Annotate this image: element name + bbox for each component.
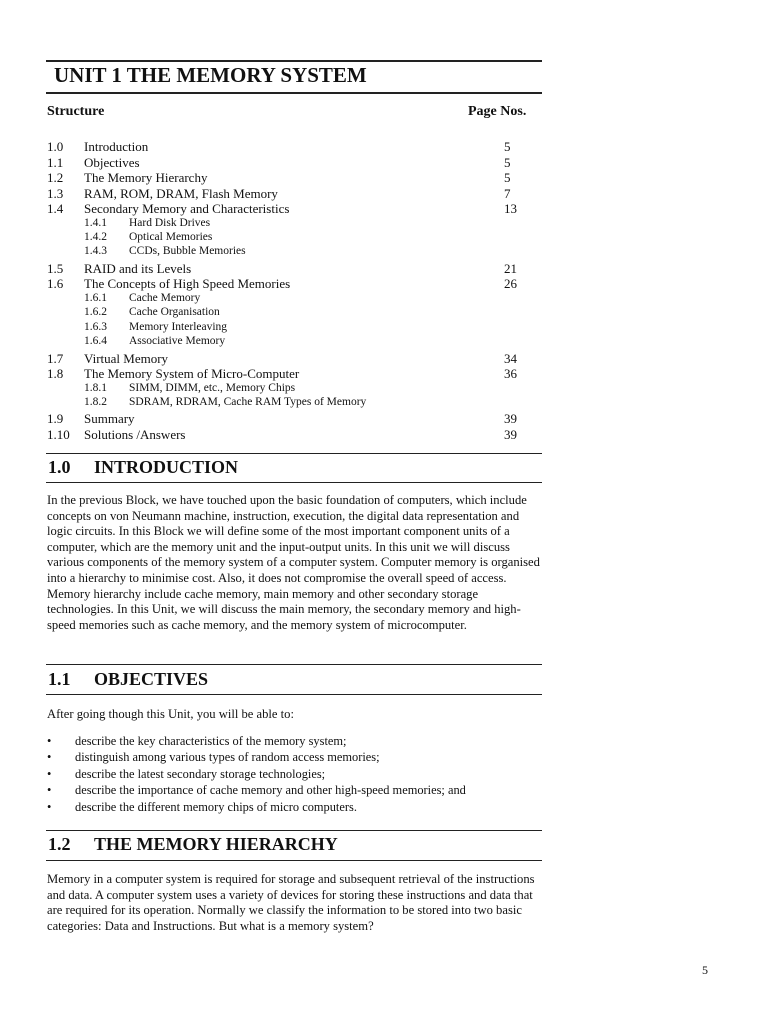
- toc-entry-page: 26: [504, 276, 517, 292]
- toc-entry-title: Cache Organisation: [129, 306, 220, 319]
- section-title: THE MEMORY HIERARCHY: [94, 834, 338, 854]
- toc-entry-page: 13: [504, 201, 517, 216]
- section-number: 1.0: [48, 457, 71, 477]
- toc-entry-title: The Memory Hierarchy: [84, 170, 208, 185]
- toc-entry-number: 1.7: [47, 350, 64, 366]
- list-item-text: describe the latest secondary storage technologies;: [75, 766, 326, 781]
- list-item-text: describe the importance of cache memory and other high-speed memories; and: [75, 783, 466, 798]
- toc-entry-page: 36: [504, 366, 517, 381]
- section-number: 1.2: [48, 834, 71, 854]
- toc-entry-number: 1.6.1: [84, 291, 107, 304]
- list-item: [47, 766, 547, 782]
- toc-entry-number: 1.3: [47, 185, 64, 201]
- toc-entry-title: RAID and its Levels: [84, 260, 192, 276]
- page-nos-heading: Page Nos.: [468, 104, 527, 119]
- toc-entry-number: 1.2: [47, 170, 64, 185]
- toc-entry-title: Summary: [84, 411, 135, 427]
- section-heading-introduction: [48, 457, 238, 478]
- toc-entry-number: 1.4.1: [84, 216, 107, 229]
- unit-top-rule: [46, 60, 542, 62]
- toc-entry-title: Solutions /Answers: [84, 426, 186, 442]
- toc-entry-title: Memory Interleaving: [129, 320, 228, 333]
- toc-entry-number: 1.8.1: [84, 381, 107, 394]
- objectives-lead: After going though this Unit, you will be able to:: [47, 707, 294, 721]
- toc-entry-title: The Concepts of High Speed Memories: [84, 276, 291, 292]
- toc-entry-title: RAM, ROM, DRAM, Flash Memory: [84, 185, 278, 201]
- toc-entry-page: 34: [504, 350, 517, 366]
- section-number: 1.1: [48, 669, 71, 689]
- toc-entry-title: SIMM, DIMM, etc., Memory Chips: [129, 381, 296, 394]
- list-item: [47, 799, 547, 815]
- introduction-paragraph: In the previous Block, we have touched upon the basic foundation of computers, which include concepts on von Neumann machine, instruction, execution, the digital data representation and logic circuits. In this Block we will define some of the most important component units of a computer, which are the memory unit and the input-output units. In this unit we will discuss various components of the memory system of a computer system. Computer memory is organised into a hierarchy to minimise cost. Also, it does not compromise the overall speed of access. Memory hierarchy include cache memory, main memory and other secondary storage technologies. In this Unit, we will discuss the main memory, the secondary memory and high-speed memories such as cache memory, and the memory system of microcomputer.: [47, 493, 540, 632]
- toc-entry-page: 21: [504, 260, 517, 276]
- bullet-icon: •: [47, 766, 52, 781]
- toc-entry-number: 1.4.3: [84, 245, 107, 258]
- toc-entry-page: 5: [504, 139, 511, 154]
- toc-entry-title: Optical Memories: [129, 230, 213, 243]
- objectives-list: [47, 733, 547, 815]
- bullet-icon: •: [47, 799, 52, 814]
- section-title: OBJECTIVES: [94, 669, 209, 689]
- toc-entry-page: 39: [504, 426, 517, 442]
- section-rule: [46, 830, 542, 831]
- toc-entry-title: Virtual Memory: [84, 350, 169, 366]
- page-number: 5: [702, 963, 708, 977]
- toc-entry-number: 1.5: [47, 260, 64, 276]
- toc-entry-title: Introduction: [84, 139, 149, 154]
- toc-entry-title: Hard Disk Drives: [129, 216, 211, 229]
- list-item: [47, 733, 547, 749]
- structure-heading: Structure: [47, 104, 105, 119]
- toc-entry-page: 7: [504, 185, 511, 201]
- toc-entry-number: 1.6.2: [84, 306, 107, 319]
- unit-title: UNIT 1 THE MEMORY SYSTEM: [54, 63, 367, 87]
- toc-entry-number: 1.6.3: [84, 320, 107, 333]
- toc-entry-number: 1.4.2: [84, 230, 107, 243]
- toc-entry-title: Cache Memory: [129, 291, 201, 304]
- section-title: INTRODUCTION: [94, 457, 239, 477]
- section-rule: [46, 453, 542, 454]
- bullet-icon: •: [47, 783, 52, 798]
- toc-entry-number: 1.8.2: [84, 395, 107, 408]
- toc-entry-title: The Memory System of Micro-Computer: [84, 366, 300, 381]
- toc-entry-number: 1.9: [47, 411, 64, 427]
- section-heading-objectives: [48, 669, 208, 690]
- toc-entry-title: Associative Memory: [129, 335, 226, 347]
- toc-entry-number: 1.0: [47, 139, 64, 154]
- section-rule: [46, 482, 542, 483]
- section-rule: [46, 664, 542, 665]
- toc-entry-number: 1.10: [47, 426, 70, 442]
- list-item-text: describe the different memory chips of micro computers.: [75, 799, 357, 814]
- section-heading-hierarchy: [48, 834, 338, 855]
- bullet-icon: •: [47, 734, 52, 748]
- toc-entry-title: SDRAM, RDRAM, Cache RAM Types of Memory: [129, 395, 367, 408]
- bullet-icon: •: [47, 750, 52, 765]
- list-item: [47, 782, 547, 798]
- section-rule: [46, 694, 542, 695]
- toc-entry-number: 1.6: [47, 276, 64, 292]
- list-item-text: distinguish among various types of random access memories;: [75, 750, 380, 765]
- toc-entry-title: Secondary Memory and Characteristics: [84, 201, 290, 216]
- toc-entry-number: 1.4: [47, 201, 64, 216]
- toc-entry-number: 1.6.4: [84, 335, 107, 347]
- toc-entry-number: 1.1: [47, 154, 64, 170]
- unit-bottom-rule: [46, 92, 542, 94]
- toc-entry-number: 1.8: [47, 366, 64, 381]
- section-rule: [46, 860, 542, 861]
- toc-entry-title: CCDs, Bubble Memories: [129, 245, 246, 258]
- toc-entry-title: Objectives: [84, 154, 140, 170]
- hierarchy-paragraph: Memory in a computer system is required for storage and subsequent retrieval of the instructions and data. A computer system uses a variety of devices for storing these instructions and data that are required for its operation. Normally we classify the information to be stored into two basic categories: Data and Instructions. But what is a memory system?: [47, 872, 535, 933]
- list-item-text: describe the key characteristics of the memory system;: [75, 734, 347, 748]
- list-item: [47, 749, 547, 765]
- toc-entry-page: 39: [504, 411, 517, 427]
- toc-entry-page: 5: [504, 170, 511, 185]
- toc-entry-page: 5: [504, 154, 511, 170]
